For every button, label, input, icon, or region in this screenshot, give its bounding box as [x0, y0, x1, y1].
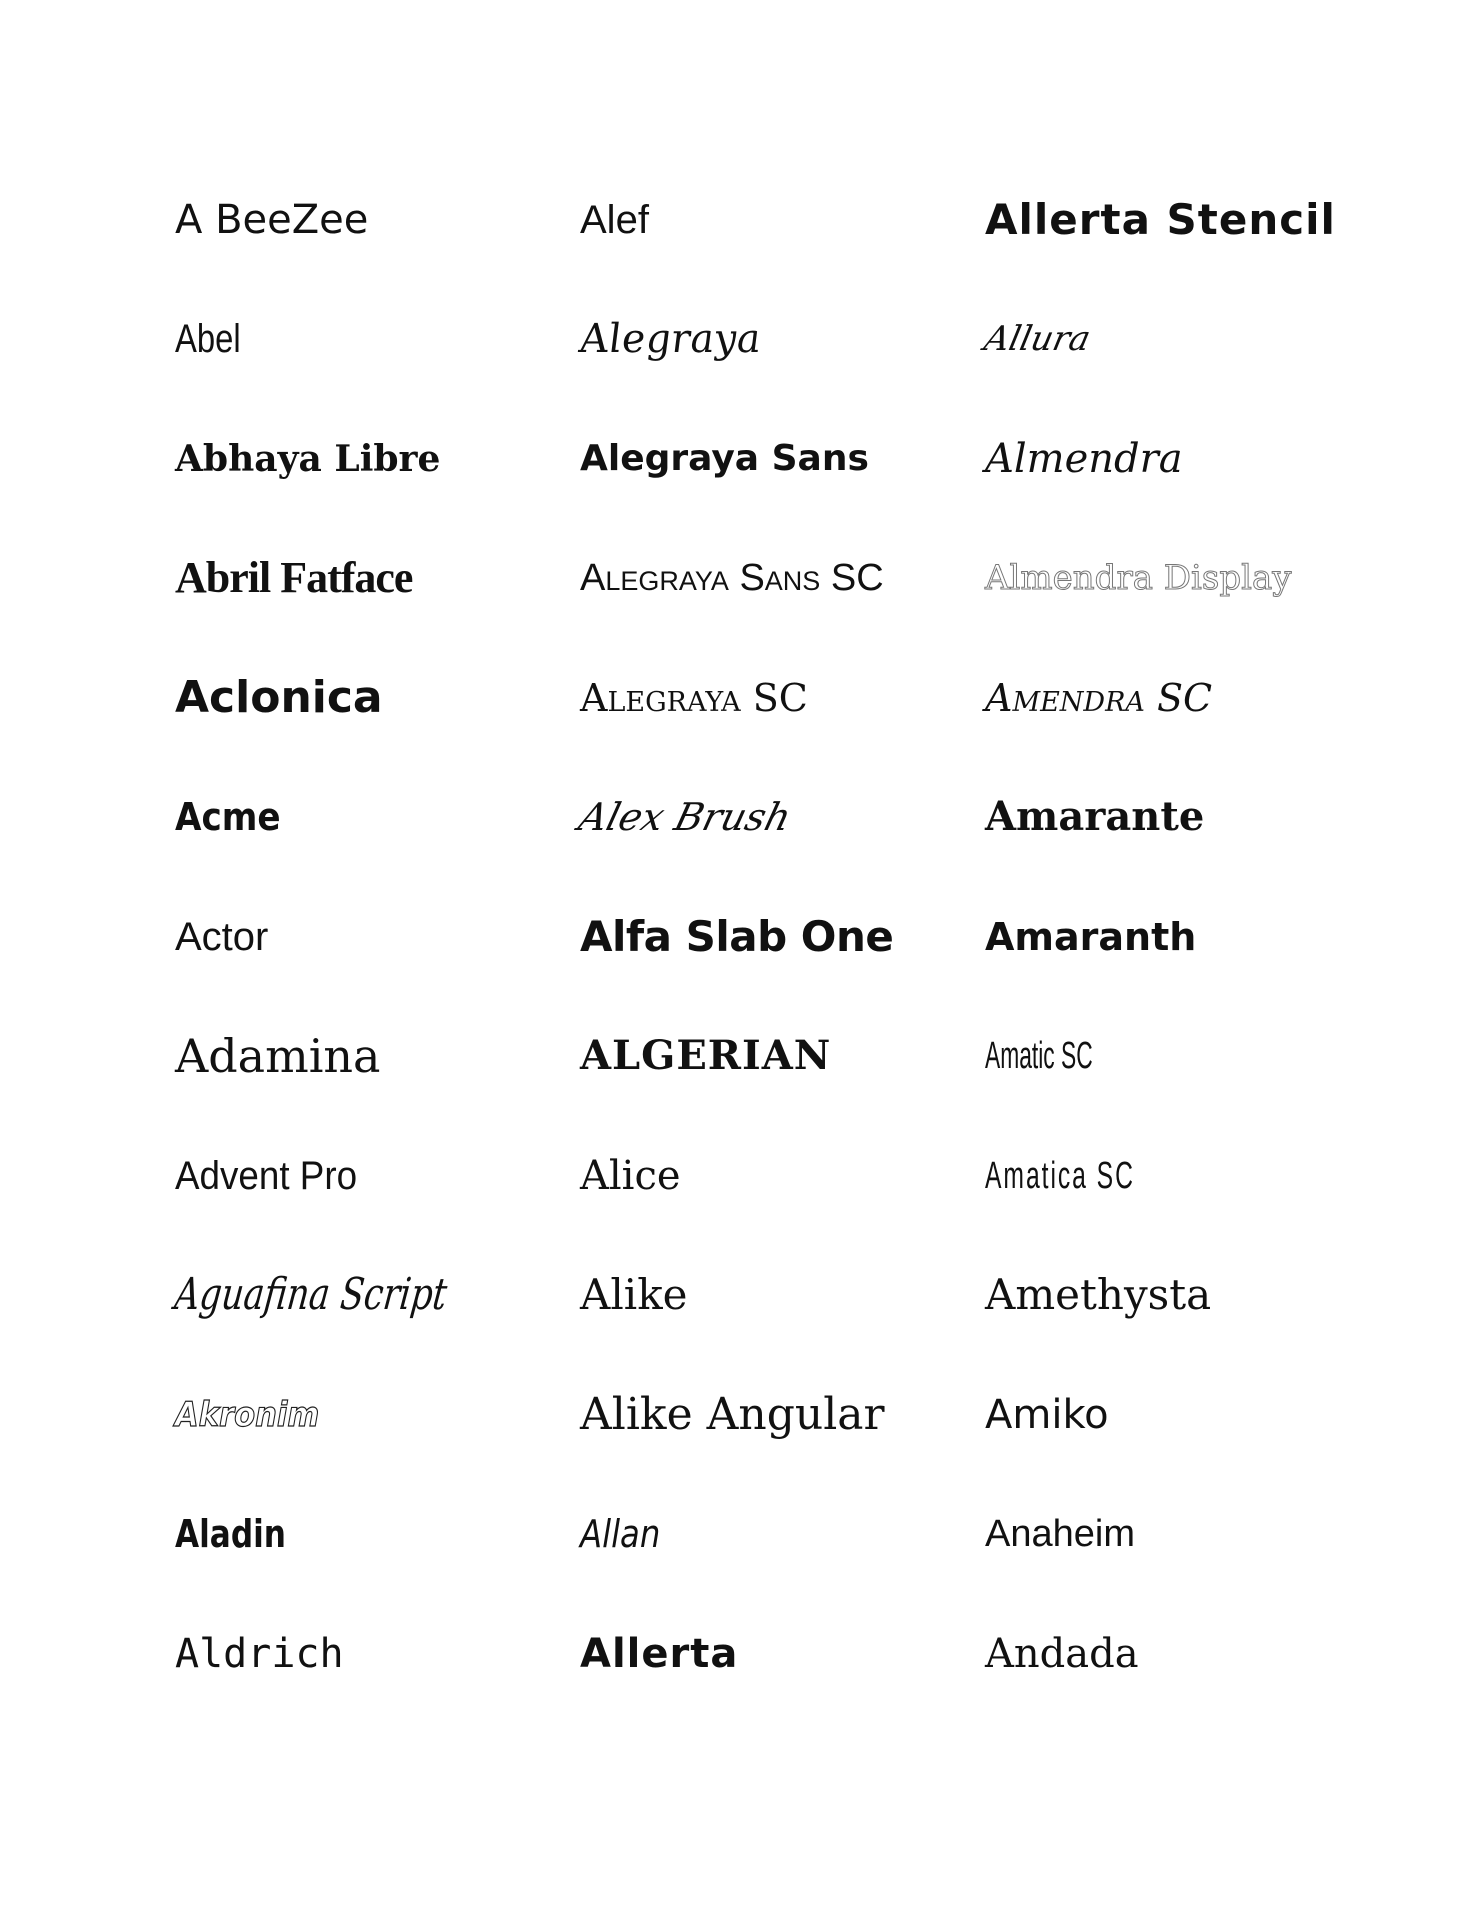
font-sample-item — [580, 877, 1000, 997]
font-sample-label: Alike Angular — [580, 1388, 885, 1440]
font-sample-label: Abril Fatface — [175, 553, 413, 603]
font-sample-item — [580, 1475, 1000, 1595]
font-sample-item — [985, 1475, 1405, 1595]
font-sample-item — [175, 519, 595, 639]
font-sample-label: Alike — [580, 1270, 688, 1320]
font-sample-item — [985, 519, 1405, 639]
font-sample-item — [985, 877, 1405, 997]
font-sample-item — [580, 997, 1000, 1117]
font-sample-label: Abhaya Libre — [175, 437, 441, 480]
font-sample-item — [175, 160, 595, 280]
font-sample-label: Amaranth — [985, 914, 1197, 959]
font-sample-item — [172, 1236, 595, 1356]
font-sample-label: Aladin — [175, 1512, 286, 1557]
font-sample-label: Amatic SC — [985, 1035, 1093, 1078]
font-sample-label: Amarante — [985, 793, 1205, 841]
font-sample-item — [175, 399, 595, 519]
font-sample-label: Aguafina Script — [172, 1269, 450, 1321]
font-sample-label: A BeeZee — [175, 196, 369, 243]
font-sample-item — [580, 1116, 1000, 1236]
font-sample-label: Acme — [175, 795, 281, 840]
font-sample-item — [175, 758, 595, 878]
font-sample-label: Anaheim — [985, 1513, 1135, 1556]
font-column-1 — [172, 160, 595, 1714]
font-sample-item — [985, 638, 1405, 758]
font-sample-item — [580, 638, 1000, 758]
font-sample-label: Amatica SC — [985, 1154, 1135, 1197]
font-sample-item — [175, 1475, 595, 1595]
font-sample-label: Aldrich — [175, 1630, 344, 1677]
font-sample-item — [985, 1594, 1405, 1714]
font-sample-item — [580, 1594, 1000, 1714]
font-sample-item — [175, 1355, 595, 1475]
font-sample-label: Advent Pro — [175, 1153, 358, 1198]
font-sample-item — [985, 1236, 1405, 1356]
font-sample-label: Almendra — [985, 435, 1183, 482]
font-sample-item — [580, 519, 1000, 639]
font-sample-item — [985, 758, 1405, 878]
font-sample-label: Allerta — [580, 1630, 739, 1677]
font-sample-label: Amendra SC — [985, 675, 1213, 720]
font-column-3 — [980, 160, 1405, 1714]
font-sample-item — [175, 877, 595, 997]
font-sample-item — [985, 1116, 1405, 1236]
font-sample-label: Alice — [580, 1152, 681, 1199]
font-sample-item — [175, 1116, 595, 1236]
font-sample-item — [175, 997, 595, 1117]
font-sample-item — [580, 399, 1000, 519]
font-sample-label: Alef — [580, 197, 649, 242]
font-sample-label: Akronim — [175, 1394, 320, 1435]
font-sample-label: Abel — [175, 317, 241, 362]
font-sample-item — [985, 399, 1405, 519]
font-sample-item — [580, 280, 1000, 400]
font-sample-label: Allerta Stencil — [985, 194, 1336, 244]
font-sample-label: Alfa Slab One — [580, 911, 894, 961]
font-sample-label: Alex Brush — [574, 795, 796, 840]
font-sample-label: Alegraya Sans — [580, 437, 869, 479]
font-sample-item — [985, 1355, 1405, 1475]
font-sample-label: Amethysta — [985, 1270, 1212, 1320]
font-sample-item — [574, 758, 1000, 878]
font-sample-item — [580, 1355, 1000, 1475]
font-sample-item — [580, 1236, 1000, 1356]
font-sample-label: Adamina — [175, 1029, 381, 1084]
font-sample-item — [175, 638, 595, 758]
font-sample-item — [980, 280, 1405, 400]
font-sample-item — [985, 160, 1405, 280]
font-sample-label: Allan — [580, 1512, 661, 1557]
font-sample-label: Andada — [985, 1630, 1139, 1677]
font-sample-label: ALGERIAN — [580, 1032, 832, 1080]
font-sample-item — [580, 160, 1000, 280]
font-sample-label: Aclonica — [175, 671, 383, 723]
font-sample-item — [175, 280, 595, 400]
font-sample-item — [985, 997, 1405, 1117]
font-sample-label: Alegraya Sans SC — [580, 557, 884, 600]
font-sample-label: Allura — [980, 319, 1094, 360]
font-sample-label: Actor — [175, 914, 269, 959]
font-sample-label: Amiko — [985, 1391, 1109, 1438]
font-sample-label: Alegraya SC — [580, 675, 808, 720]
font-sample-item — [175, 1594, 595, 1714]
font-column-2 — [574, 160, 1000, 1714]
font-sample-label: Alegraya — [578, 316, 762, 363]
font-sample-label: Almendra Display — [985, 558, 1292, 599]
